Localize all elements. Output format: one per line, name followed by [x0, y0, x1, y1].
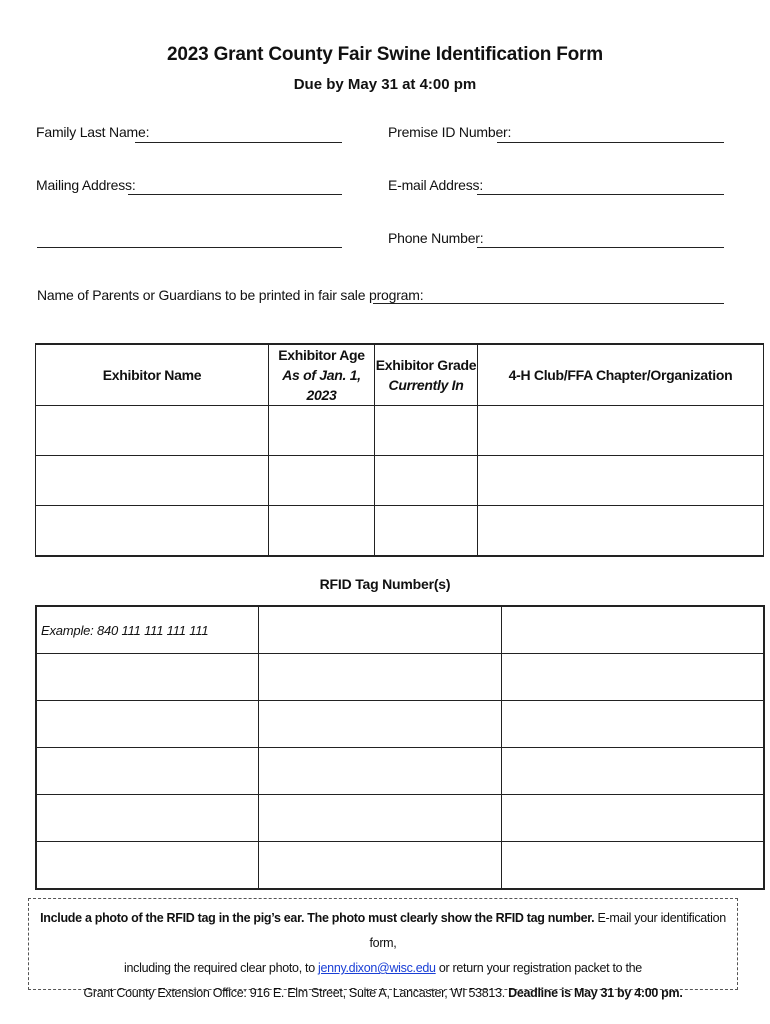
- table-row: [36, 456, 764, 506]
- rfid-example-cell: Example: 840 111 111 111 111: [36, 606, 258, 654]
- exhibitor-name-cell[interactable]: [36, 406, 269, 456]
- rfid-cell[interactable]: [501, 748, 764, 795]
- exhibitor-name-cell[interactable]: [36, 506, 269, 557]
- notice-text-1: E-mail your identification form,: [369, 911, 726, 950]
- due-date-subtitle: Due by May 31 at 4:00 pm: [293, 76, 477, 93]
- rfid-cell[interactable]: [258, 748, 501, 795]
- form-title: 2023 Grant County Fair Swine Identification Form: [167, 44, 603, 65]
- club-organization-cell[interactable]: [478, 406, 764, 456]
- rfid-cell[interactable]: [258, 606, 501, 654]
- notice-text-4: Grant County Extension Office: 916 E. Elm Street, Suite A, Lancaster, WI 53813.: [83, 986, 509, 1000]
- rfid-table: [35, 605, 765, 890]
- club-organization-header: 4-H Club/FFA Chapter/Organization: [478, 344, 764, 406]
- rfid-cell[interactable]: [36, 842, 258, 890]
- rfid-cell[interactable]: [501, 842, 764, 890]
- rfid-cell[interactable]: [501, 795, 764, 842]
- table-row: [36, 606, 764, 654]
- contact-email-link[interactable]: jenny.dixon@wisc.edu: [318, 961, 436, 975]
- premise-id-label: Premise ID Number:: [388, 124, 512, 140]
- table-row: [36, 842, 764, 890]
- exhibitor-grade-cell[interactable]: [375, 506, 478, 557]
- exhibitor-age-cell[interactable]: [269, 506, 375, 557]
- table-row: [36, 506, 764, 557]
- rfid-cell[interactable]: [501, 606, 764, 654]
- table-row: [36, 795, 764, 842]
- exhibitor-table-header: [36, 344, 764, 406]
- exhibitor-grade-header: Exhibitor Grade Currently In: [375, 344, 478, 406]
- rfid-cell[interactable]: [36, 795, 258, 842]
- submission-notice: [28, 898, 738, 1000]
- premise-id-field[interactable]: [497, 142, 724, 143]
- mailing-address-field[interactable]: [128, 194, 342, 195]
- exhibitor-name-header: Exhibitor Name: [36, 344, 269, 406]
- rfid-cell[interactable]: [501, 701, 764, 748]
- family-last-name-field[interactable]: [135, 142, 342, 143]
- club-organization-cell[interactable]: [478, 506, 764, 557]
- rfid-cell[interactable]: [258, 654, 501, 701]
- rfid-cell[interactable]: [258, 842, 501, 890]
- email-address-field[interactable]: [477, 194, 724, 195]
- table-row: [36, 701, 764, 748]
- family-last-name-label: Family Last Name:: [36, 124, 150, 140]
- rfid-cell[interactable]: [258, 795, 501, 842]
- deadline-text: Deadline is May 31 by 4:00 pm: [508, 986, 680, 1000]
- rfid-cell[interactable]: [501, 654, 764, 701]
- rfid-cell[interactable]: [258, 701, 501, 748]
- phone-number-label: Phone Number:: [388, 230, 484, 246]
- exhibitor-age-cell[interactable]: [269, 406, 375, 456]
- parents-guardians-label: Name of Parents or Guardians to be printed in fair sale program:: [37, 287, 424, 303]
- rfid-cell[interactable]: [36, 701, 258, 748]
- exhibitor-name-cell[interactable]: [36, 456, 269, 506]
- table-row: [36, 748, 764, 795]
- table-row: [36, 406, 764, 456]
- mailing-address-label: Mailing Address:: [36, 177, 136, 193]
- exhibitor-grade-cell[interactable]: [375, 456, 478, 506]
- parents-guardians-field[interactable]: [373, 303, 724, 304]
- email-address-label: E-mail Address:: [388, 177, 484, 193]
- exhibitor-grade-cell[interactable]: [375, 406, 478, 456]
- phone-number-field[interactable]: [477, 247, 724, 248]
- exhibitor-table: [35, 343, 764, 557]
- rfid-heading: RFID Tag Number(s): [319, 576, 451, 592]
- notice-text-2: including the required clear photo, to: [124, 961, 319, 975]
- exhibitor-age-cell[interactable]: [269, 456, 375, 506]
- mailing-address-line-2-field[interactable]: [37, 247, 342, 248]
- rfid-cell[interactable]: [36, 748, 258, 795]
- table-row: [36, 654, 764, 701]
- club-organization-cell[interactable]: [478, 456, 764, 506]
- exhibitor-age-header: Exhibitor Age As of Jan. 1, 2023: [269, 344, 375, 406]
- notice-text-3: or return your registration packet to the: [435, 961, 642, 975]
- deadline-period: .: [679, 986, 683, 1000]
- photo-requirement-text: Include a photo of the RFID tag in the pig’s ear. The photo must clearly show the RFID tag number.: [40, 911, 595, 925]
- rfid-cell[interactable]: [36, 654, 258, 701]
